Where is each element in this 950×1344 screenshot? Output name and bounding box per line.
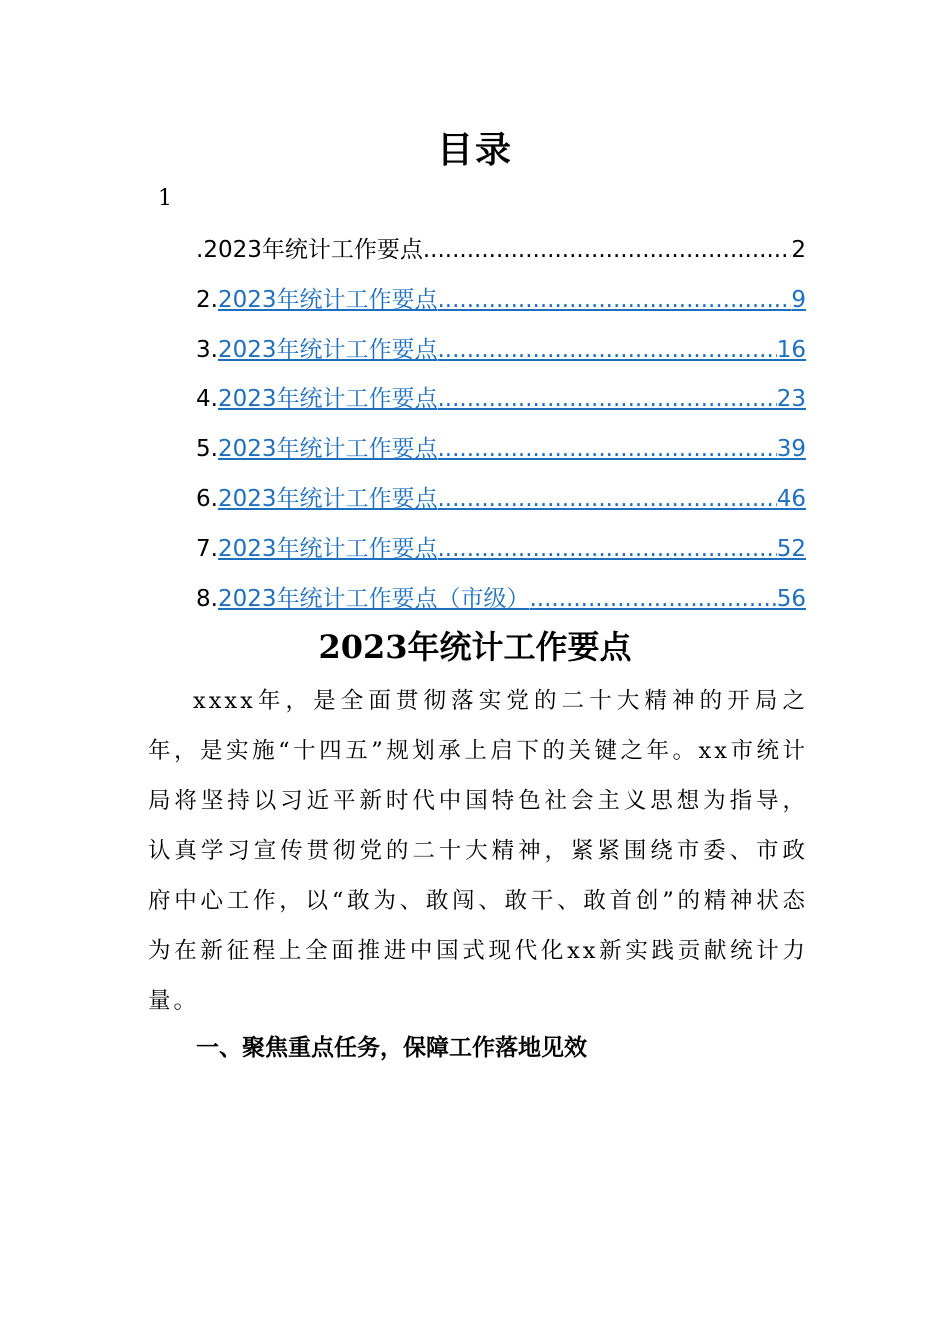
toc-item-number: 8. [196,585,218,612]
toc-entry-link[interactable] [218,479,806,519]
toc-entry-text: 2023年统计工作要点 [217,386,438,413]
toc-page-number: 2 [791,237,806,263]
toc-leader-dots [423,230,792,270]
toc-item-number: 4. [196,386,218,413]
toc-entry-link[interactable] [203,230,806,270]
toc-page-number: 56 [776,585,806,612]
toc-leader-dots [530,579,777,619]
toc-entry-text: 2023年统计工作要点 [217,286,438,313]
toc-item-number: 2. [196,286,218,313]
toc-entry-text: 2023年统计工作要点 [217,535,438,562]
toc-entry-link[interactable] [218,379,806,419]
toc-leader-dots [438,330,777,370]
toc-item [196,379,806,429]
intro-paragraph: xxxx年，是全面贯彻落实党的二十大精神的开局之年，是实施“十四五”规划承上启下的关键之年。xx市统计局将坚持以习近平新时代中国特色社会主义思想为指导，认真学习宣传贯彻党的二十大精神，紧紧围绕市委、市政府中心工作，以“敢为、敢闯、敢干、敢首创”的精神状态为在新征程上全面推进中国式现代化xx新实践贡献统计力量。 [148,688,808,1014]
toc-entry-text: 2023年统计工作要点 [217,485,438,512]
toc-item-number: . [196,237,204,263]
toc-entry-text: 2023年统计工作要点 [217,436,438,463]
toc-entry-text: 2023年统计工作要点（市级） [217,585,530,612]
toc-entry-text: 2023年统计工作要点 [217,336,438,363]
toc-list [196,230,806,628]
document-title: 2023年统计工作要点 [318,628,632,666]
toc-leader-dots [438,429,777,469]
toc-leader-dots [438,379,777,419]
toc-entry-link[interactable] [218,529,806,569]
toc-entry-text: 2023年统计工作要点 [203,237,423,263]
toc-item [196,330,806,380]
toc-entry-link[interactable] [218,330,806,370]
toc-page-number: 16 [776,336,806,363]
toc-leader-dots [438,479,777,519]
toc-item [196,230,806,280]
toc-item-number: 6. [196,485,218,512]
toc-leader-dots [438,529,777,569]
toc-page-number: 9 [791,286,806,313]
section-heading: 一、聚焦重点任务，保障工作落地见效 [196,1035,587,1061]
toc-item [196,579,806,629]
toc-item [196,280,806,330]
toc-page-number: 52 [776,535,806,562]
toc-title: 目录 [436,130,513,171]
toc-item-number: 5. [196,436,218,463]
toc-entry-link[interactable] [218,579,806,619]
toc-page-number: 23 [776,386,806,413]
toc-leader-dots [438,280,792,320]
toc-item-number: 7. [196,535,218,562]
toc-entry-link[interactable] [218,429,806,469]
toc-marker: 1 [158,186,172,211]
toc-page-number: 39 [776,436,806,463]
toc-item [196,479,806,529]
toc-item [196,429,806,479]
toc-entry-link[interactable] [218,280,806,320]
toc-item [196,529,806,579]
toc-page-number: 46 [776,485,806,512]
toc-item-number: 3. [196,336,218,363]
